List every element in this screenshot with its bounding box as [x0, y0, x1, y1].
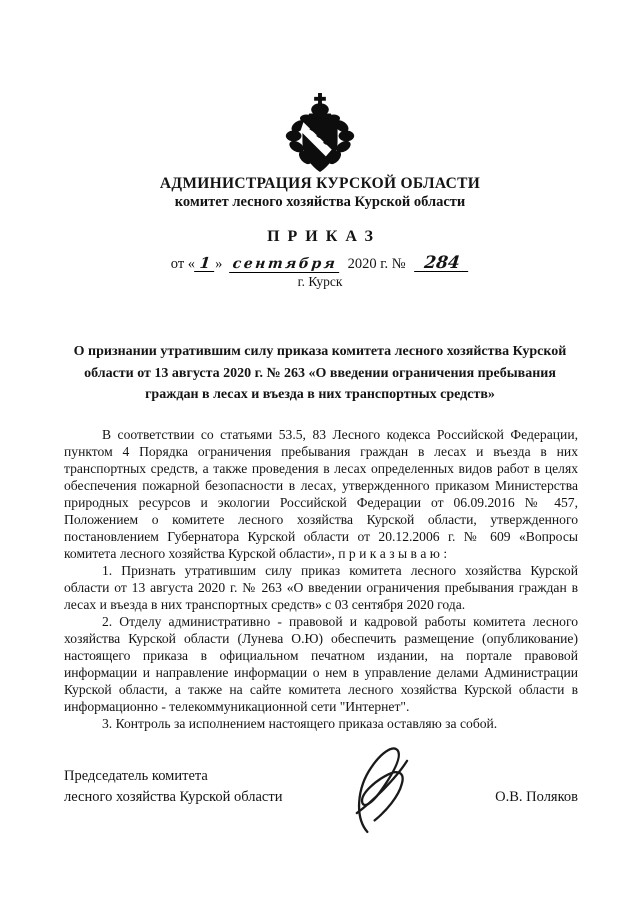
city-line: г. Курск: [297, 274, 343, 289]
body-paragraph-item-2: 2. Отделу административно - правовой и кадровой работы комитета лесного хозяйства Курской области (Лунева О.Ю) обеспечить размещение (опубликование) настоящего приказа в официальном печатном издании, на портале правовой информации и направление информации о нем в управление делами Администрации Курской области, а также на сайте комитета лесного хозяйства Курской области в информационно - телекоммуникационной сети "Интернет".: [64, 613, 578, 714]
signature-block: [64, 766, 578, 808]
signer-name: О.В. Поляков: [495, 788, 578, 805]
document-title: О признании утратившим силу приказа комитета лесного хозяйства Курской области от 13 августа 2020 г. № 263 «О введении ограничения пребывания граждан в лесах и въезда в них транспортных средств»: [73, 344, 567, 402]
document-type-heading: ПРИКАЗ: [267, 228, 381, 245]
handwritten-day: 1: [194, 255, 216, 272]
document-header: [0, 0, 640, 290]
body-paragraph-item-3: 3. Контроль за исполнением настоящего приказа оставляю за собой.: [102, 715, 498, 731]
signer-position-line2: лесного хозяйства Курской области: [64, 788, 283, 805]
handwritten-signature: [350, 742, 416, 834]
handwritten-month: сентября: [229, 256, 341, 273]
organization-name: АДМИНИСТРАЦИЯ КУРСКОЙ ОБЛАСТИ: [159, 175, 481, 192]
handwritten-order-number: 284: [414, 255, 470, 272]
date-line: [0, 255, 640, 273]
document-body: [64, 426, 578, 732]
date-close-quote: »: [215, 256, 223, 272]
signer-position: [64, 766, 282, 808]
body-paragraph-preamble: В соответствии со статьями 53.5, 83 Лесного кодекса Российской Федерации, пунктом 4 Порядка ограничения пребывания граждан в лесах и въезда в них транспортных средств, а также проведения в лесах определенных видов работ в целях обеспечения пожарной безопасности в лесах, утвержденного приказом Министерства природных ресурсов и экологии Российской Федерации от 06.09.2016 № 457, Положением о комитете лесного хозяйства Курской области, утвержденного постановлением Губернатора Курской области от 20.12.2006 г. № 609 «Вопросы комитета лесного хозяйства Курской области», п р и к а з ы в а ю :: [64, 426, 578, 561]
kursk-coat-of-arms-icon: [269, 92, 371, 174]
signature-scribble-icon: [350, 742, 416, 834]
signer-position-line1: Председатель комитета: [64, 767, 208, 784]
body-paragraph-item-1: 1. Признать утратившим силу приказ комитета лесного хозяйства Курской области от 13 августа 2020 г. № 263 «О введении ограничения пребывания граждан в лесах и въезда в них транспортных средств» с 03 сентября 2020 года.: [64, 562, 578, 612]
date-prefix: от «: [170, 256, 196, 272]
department-name: комитет лесного хозяйства Курской области: [174, 194, 466, 210]
date-year-number-label: 2020 г. №: [347, 256, 406, 272]
